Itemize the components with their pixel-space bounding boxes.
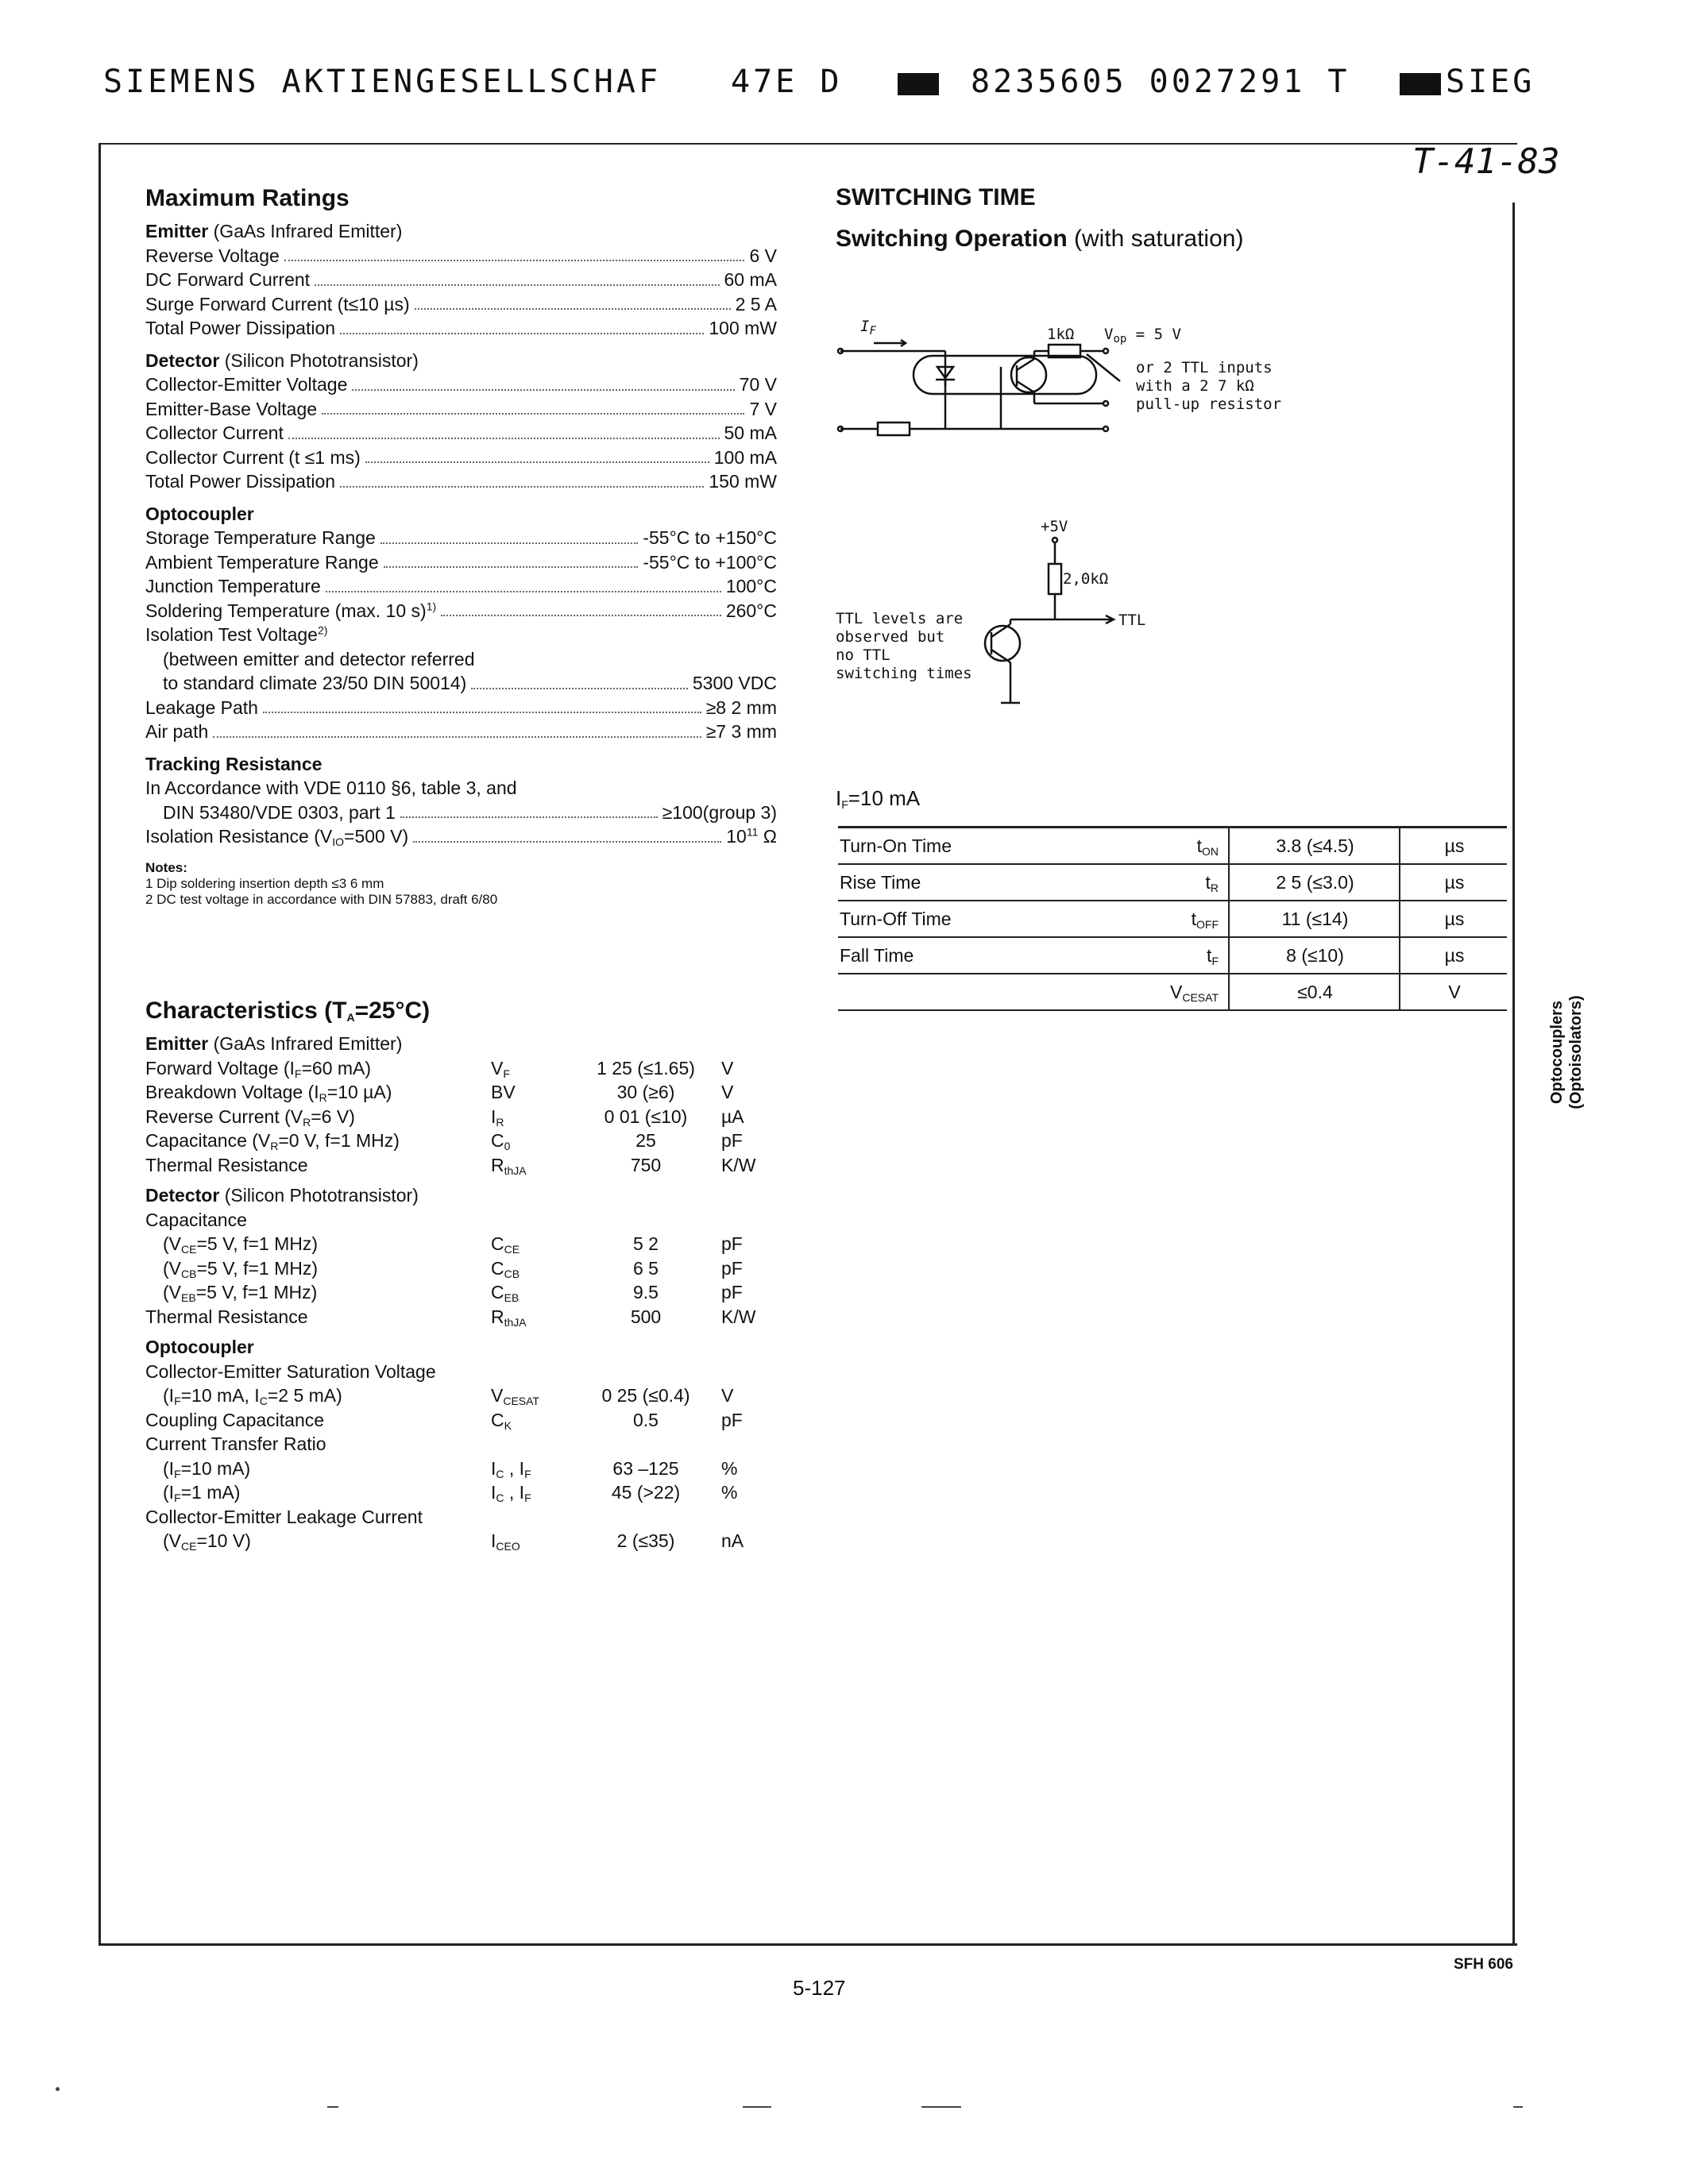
rating-row: Reverse Voltage 6 V bbox=[145, 245, 777, 266]
part-number: SFH 606 bbox=[1454, 1956, 1513, 1973]
char-row: ($I_F=10$ mA) $I_C$ , $I_F$ 63 –125 % bbox=[163, 1457, 738, 1480]
char-row: ($I_F=1$ mA) $I_C$ , $I_F$ 45 (>22) % bbox=[163, 1482, 738, 1504]
characteristics-title: Characteristics $(T_A=25^\circ C)$ bbox=[145, 997, 431, 1024]
rating-row: Leakage Path ≥8 2 mm bbox=[145, 696, 777, 718]
vop-label: $V_{op} = 5$ V bbox=[1104, 326, 1181, 345]
optocoupler-heading: Optocoupler bbox=[145, 503, 254, 524]
rating-row: Collector-Emitter Voltage 70 V bbox=[145, 374, 777, 395]
rating-row: Air path ≥7 3 mm bbox=[145, 721, 777, 742]
rating-row: Junction Temperature 100°C bbox=[145, 576, 777, 596]
header-code-3: SIEG bbox=[1446, 64, 1535, 100]
rating-row: Storage Temperature Range -55°C to +150°C bbox=[145, 527, 777, 548]
isolation-line: (between emitter and detector referred bbox=[163, 648, 475, 669]
char-row: ($V_{CB}=5$ V, f=1 MHz) $C_{CB}$ 6 5 pF bbox=[163, 1257, 743, 1280]
scan-speck bbox=[56, 2087, 60, 2091]
page-number: 5-127 bbox=[793, 1976, 846, 2000]
char-row: Reverse Current ($V_R=6$ V) $I_R$ 0 01 (≤10) µA bbox=[145, 1106, 744, 1129]
char-row: Capacitance ($V_R=0$ V, f=1 MHz) $C_0$ 25 pF bbox=[145, 1130, 743, 1152]
resistor-label: 1kΩ bbox=[1047, 326, 1075, 343]
rating-row: Collector Current 50 mA bbox=[145, 423, 777, 443]
company-name: SIEMENS AKTIENGESELLSCHAF bbox=[103, 64, 662, 100]
document-code: T-41-83 bbox=[1412, 141, 1560, 182]
char-subheading: Capacitance bbox=[145, 1209, 247, 1230]
rating-row: Isolation Resistance ($V_{IO}=500$ V) $10^{11}$ Ω bbox=[145, 825, 777, 848]
rating-row: Total Power Dissipation 150 mW bbox=[145, 471, 777, 492]
side-category-label: Optocouplers (Optoisolators) bbox=[1548, 995, 1585, 1109]
emitter-heading: Emitter (GaAs Infrared Emitter) bbox=[145, 221, 403, 241]
rating-row: DC Forward Current 60 mA bbox=[145, 269, 777, 290]
char-row: ($V_{CE}=5$ V, f=1 MHz) $C_{CE}$ 5 2 pF bbox=[163, 1233, 743, 1256]
if-label: $I_F$ bbox=[860, 318, 876, 338]
char-row: ($I_F=10$ mA, $I_C=2$ 5 mA) $V_{CESAT}$ 0 25 (≤0.4) V bbox=[163, 1385, 734, 1407]
char-row: ($V_{EB}=5$ V, f=1 MHz) $C_{EB}$ 9.5 pF bbox=[163, 1282, 743, 1304]
tracking-line: In Accordance with VDE 0110 §6, table 3, and bbox=[145, 778, 517, 798]
isolation-label: Isolation Test Voltage$^{2)}$ bbox=[145, 623, 328, 645]
notes: Notes: 1 Dip soldering insertion depth ≤3 6 mm 2 DC test voltage in accordance with DIN 57883, draft 6/80 bbox=[145, 859, 498, 907]
max-ratings-section bbox=[145, 184, 777, 908]
char-row: Breakdown Voltage ($I_R=10$ µA) BV 30 (≥6) V bbox=[145, 1082, 734, 1104]
rating-row: to standard climate 23/50 DIN 50014) 5300 VDC bbox=[163, 673, 777, 693]
characteristics-section bbox=[145, 997, 781, 1553]
resistor2-label: 2,0kΩ bbox=[1063, 570, 1109, 588]
char-subheading: Collector-Emitter Leakage Current bbox=[145, 1506, 423, 1527]
max-ratings-title: Maximum Ratings bbox=[145, 185, 350, 211]
header-code-1: 47E D bbox=[731, 64, 843, 100]
switching-row: Turn-Off Time $t_{OFF}$ 11 (≤14) µs bbox=[838, 901, 1507, 937]
characteristics-table bbox=[145, 1032, 769, 1553]
char-row: Thermal Resistance $R_{thJA}$ 500 K/W bbox=[145, 1306, 756, 1329]
page-frame-right bbox=[1512, 203, 1515, 1946]
circuit2-note: TTL levels are observed but no TTL switching times bbox=[836, 610, 972, 682]
scan-speck bbox=[327, 2106, 338, 2108]
condition-label: $I_F=10$ mA bbox=[836, 786, 921, 811]
scan-speck bbox=[743, 2106, 771, 2108]
header-code-2: 8235605 0027291 T bbox=[971, 64, 1350, 100]
char-subheading: Collector-Emitter Saturation Voltage bbox=[145, 1360, 436, 1382]
char-heading: Emitter (GaAs Infrared Emitter) bbox=[145, 1033, 403, 1054]
rating-row: DIN 53480/VDE 0303, part 1 ≥100(group 3) bbox=[163, 801, 777, 823]
switching-row: Turn-On Time $t_{ON}$ 3.8 (≤4.5) µs bbox=[838, 828, 1507, 865]
detector-heading: Detector (Silicon Phototransistor) bbox=[145, 349, 419, 371]
tracking-heading: Tracking Resistance bbox=[145, 753, 323, 774]
switching-row: Fall Time $t_F$ 8 (≤10) µs bbox=[838, 937, 1507, 974]
rating-row: Ambient Temperature Range -55°C to +100°C bbox=[145, 551, 777, 573]
switching-subtitle: Switching Operation (with saturation) bbox=[836, 226, 1244, 252]
supply-label: +5V bbox=[1041, 518, 1068, 535]
scan-header bbox=[103, 64, 1549, 111]
char-heading: Detector (Silicon Phototransistor) bbox=[145, 1185, 419, 1206]
rating-row: Total Power Dissipation 100 mW bbox=[145, 318, 777, 338]
switching-table bbox=[838, 826, 1507, 1011]
scan-speck bbox=[921, 2106, 961, 2108]
char-row: Coupling Capacitance $C_K$ 0.5 pF bbox=[145, 1409, 743, 1432]
rating-row: Soldering Temperature (max. 10 s)$^{1)}$ 260°C bbox=[145, 599, 777, 621]
char-row: ($V_{CE}=10$ V) $I_{CEO}$ 2 (≤35) nA bbox=[163, 1530, 744, 1553]
rating-row: Surge Forward Current (t≤10 µs) 2 5 A bbox=[145, 293, 777, 314]
switching-row: $V_{CESAT}$ ≤0.4 V bbox=[838, 974, 1507, 1010]
switching-row: Rise Time $t_R$ 2 5 (≤3.0) µs bbox=[838, 864, 1507, 901]
circuit1-note: or 2 TTL inputs with a 2 7 kΩ pull-up resistor bbox=[1136, 359, 1282, 413]
char-row: Thermal Resistance $R_{thJA}$ 750 K/W bbox=[145, 1154, 756, 1177]
char-subheading: Current Transfer Ratio bbox=[145, 1433, 326, 1454]
char-heading: Optocoupler bbox=[145, 1337, 254, 1357]
rating-row: Emitter-Base Voltage 7 V bbox=[145, 398, 777, 419]
rating-row: Collector Current (t ≤1 ms) 100 mA bbox=[145, 446, 777, 468]
switching-title: SWITCHING TIME bbox=[836, 184, 1036, 210]
ttl-output-label: TTL bbox=[1118, 612, 1146, 629]
scan-speck bbox=[1513, 2106, 1523, 2108]
char-row: Forward Voltage ($I_F=60$ mA) $V_F$ 1 25 (≤1.65) V bbox=[145, 1057, 734, 1080]
